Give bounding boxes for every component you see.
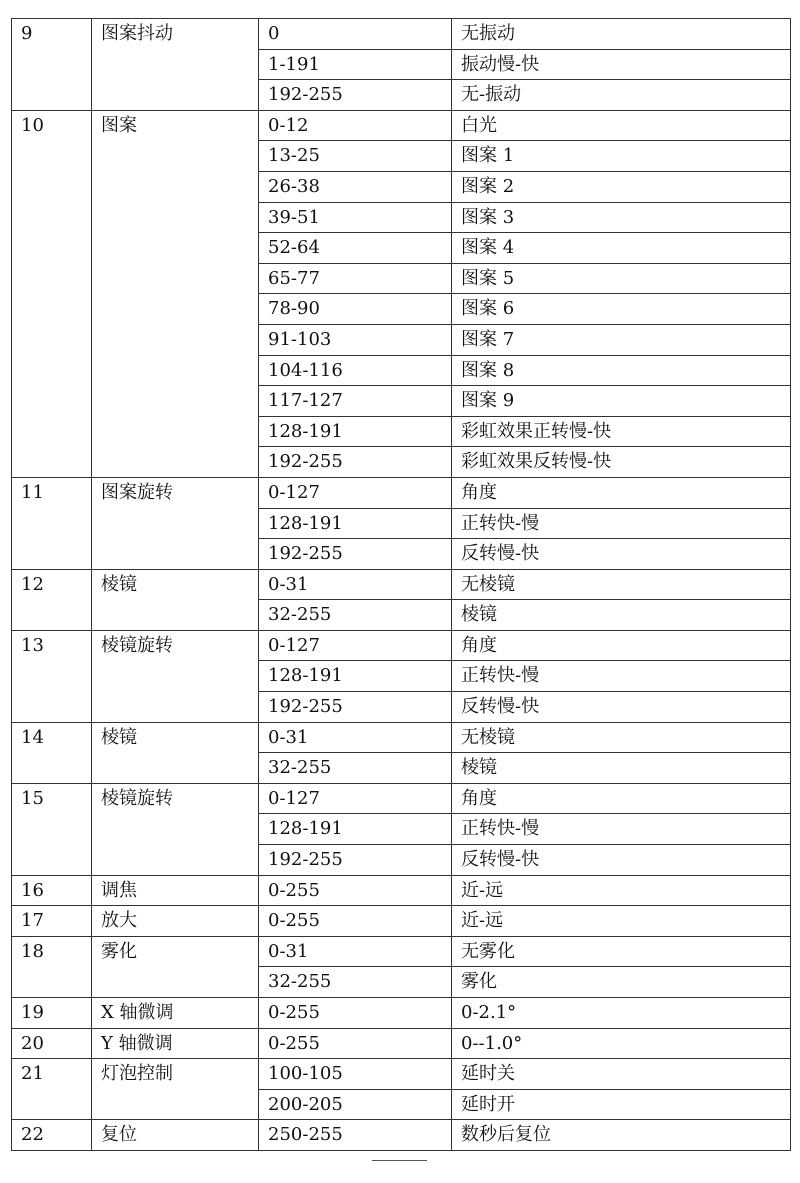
dmx-value-range-cell: 192-255 bbox=[259, 80, 452, 111]
dmx-table-body bbox=[12, 19, 791, 1151]
effect-description-cell: 白光 bbox=[452, 110, 791, 141]
effect-description-cell: 正转快-慢 bbox=[452, 508, 791, 539]
dmx-value-range-cell: 26-38 bbox=[259, 171, 452, 202]
dmx-value-range-cell: 32-255 bbox=[259, 967, 452, 998]
effect-description-cell: 无棱镜 bbox=[452, 569, 791, 600]
channel-number-cell: 17 bbox=[12, 906, 92, 937]
effect-description-cell: 无雾化 bbox=[452, 936, 791, 967]
channel-function-cell: 棱镜旋转 bbox=[92, 783, 259, 875]
dmx-value-range-cell: 0 bbox=[259, 19, 452, 50]
effect-description-cell: 图案 3 bbox=[452, 202, 791, 233]
dmx-value-range-cell: 65-77 bbox=[259, 263, 452, 294]
channel-function-cell: 棱镜旋转 bbox=[92, 630, 259, 722]
channel-number-cell: 19 bbox=[12, 998, 92, 1029]
effect-description-cell: 图案 5 bbox=[452, 263, 791, 294]
dmx-value-range-cell: 128-191 bbox=[259, 508, 452, 539]
effect-description-cell: 彩虹效果反转慢-快 bbox=[452, 447, 791, 478]
dmx-value-range-cell: 91-103 bbox=[259, 324, 452, 355]
channel-number-cell: 12 bbox=[12, 569, 92, 630]
effect-description-cell: 图案 9 bbox=[452, 386, 791, 417]
dmx-value-range-cell: 78-90 bbox=[259, 294, 452, 325]
table-row bbox=[12, 1028, 791, 1059]
dmx-value-range-cell: 117-127 bbox=[259, 386, 452, 417]
table-row bbox=[12, 630, 791, 661]
dmx-value-range-cell: 0-127 bbox=[259, 783, 452, 814]
dmx-value-range-cell: 52-64 bbox=[259, 233, 452, 264]
channel-number-cell: 14 bbox=[12, 722, 92, 783]
effect-description-cell: 延时关 bbox=[452, 1059, 791, 1090]
channel-function-cell: X 轴微调 bbox=[92, 998, 259, 1029]
channel-function-cell: 图案 bbox=[92, 110, 259, 477]
effect-description-cell: 棱镜 bbox=[452, 753, 791, 784]
table-row bbox=[12, 477, 791, 508]
channel-number-cell: 11 bbox=[12, 477, 92, 569]
table-row bbox=[12, 906, 791, 937]
table-row bbox=[12, 1059, 791, 1090]
effect-description-cell: 角度 bbox=[452, 783, 791, 814]
effect-description-cell: 反转慢-快 bbox=[452, 845, 791, 876]
channel-number-cell: 16 bbox=[12, 875, 92, 906]
dmx-value-range-cell: 0-255 bbox=[259, 1028, 452, 1059]
dmx-value-range-cell: 0-127 bbox=[259, 477, 452, 508]
dmx-value-range-cell: 128-191 bbox=[259, 814, 452, 845]
dmx-value-range-cell: 192-255 bbox=[259, 845, 452, 876]
table-row bbox=[12, 19, 791, 50]
channel-number-cell: 13 bbox=[12, 630, 92, 722]
table-row bbox=[12, 936, 791, 967]
channel-function-cell: 灯泡控制 bbox=[92, 1059, 259, 1120]
channel-number-cell: 20 bbox=[12, 1028, 92, 1059]
effect-description-cell: 近-远 bbox=[452, 906, 791, 937]
channel-function-cell: 调焦 bbox=[92, 875, 259, 906]
effect-description-cell: 0--1.0° bbox=[452, 1028, 791, 1059]
effect-description-cell: 反转慢-快 bbox=[452, 539, 791, 570]
effect-description-cell: 延时开 bbox=[452, 1089, 791, 1120]
effect-description-cell: 无-振动 bbox=[452, 80, 791, 111]
dmx-value-range-cell: 32-255 bbox=[259, 600, 452, 631]
dmx-value-range-cell: 200-205 bbox=[259, 1089, 452, 1120]
effect-description-cell: 无振动 bbox=[452, 19, 791, 50]
channel-number-cell: 10 bbox=[12, 110, 92, 477]
effect-description-cell: 正转快-慢 bbox=[452, 814, 791, 845]
channel-function-cell: 棱镜 bbox=[92, 569, 259, 630]
channel-function-cell: 棱镜 bbox=[92, 722, 259, 783]
channel-number-cell: 18 bbox=[12, 936, 92, 997]
table-row bbox=[12, 998, 791, 1029]
effect-description-cell: 彩虹效果正转慢-快 bbox=[452, 416, 791, 447]
dmx-value-range-cell: 128-191 bbox=[259, 416, 452, 447]
effect-description-cell: 数秒后复位 bbox=[452, 1120, 791, 1151]
dmx-value-range-cell: 100-105 bbox=[259, 1059, 452, 1090]
dmx-value-range-cell: 0-12 bbox=[259, 110, 452, 141]
dmx-value-range-cell: 250-255 bbox=[259, 1120, 452, 1151]
effect-description-cell: 图案 8 bbox=[452, 355, 791, 386]
page-footer-line bbox=[372, 1160, 427, 1161]
dmx-channel-table bbox=[11, 18, 791, 1151]
channel-function-cell: 复位 bbox=[92, 1120, 259, 1151]
table-row bbox=[12, 1120, 791, 1151]
dmx-value-range-cell: 128-191 bbox=[259, 661, 452, 692]
effect-description-cell: 角度 bbox=[452, 477, 791, 508]
dmx-value-range-cell: 0-127 bbox=[259, 630, 452, 661]
channel-function-cell: Y 轴微调 bbox=[92, 1028, 259, 1059]
dmx-value-range-cell: 0-31 bbox=[259, 722, 452, 753]
effect-description-cell: 图案 2 bbox=[452, 171, 791, 202]
dmx-value-range-cell: 104-116 bbox=[259, 355, 452, 386]
channel-number-cell: 15 bbox=[12, 783, 92, 875]
channel-number-cell: 22 bbox=[12, 1120, 92, 1151]
effect-description-cell: 图案 1 bbox=[452, 141, 791, 172]
effect-description-cell: 0-2.1° bbox=[452, 998, 791, 1029]
channel-function-cell: 图案旋转 bbox=[92, 477, 259, 569]
dmx-value-range-cell: 1-191 bbox=[259, 49, 452, 80]
dmx-value-range-cell: 192-255 bbox=[259, 447, 452, 478]
channel-number-cell: 9 bbox=[12, 19, 92, 111]
dmx-value-range-cell: 192-255 bbox=[259, 692, 452, 723]
effect-description-cell: 雾化 bbox=[452, 967, 791, 998]
table-row bbox=[12, 569, 791, 600]
table-row bbox=[12, 722, 791, 753]
dmx-value-range-cell: 0-31 bbox=[259, 569, 452, 600]
effect-description-cell: 振动慢-快 bbox=[452, 49, 791, 80]
dmx-value-range-cell: 32-255 bbox=[259, 753, 452, 784]
table-row bbox=[12, 875, 791, 906]
effect-description-cell: 近-远 bbox=[452, 875, 791, 906]
dmx-value-range-cell: 0-31 bbox=[259, 936, 452, 967]
effect-description-cell: 棱镜 bbox=[452, 600, 791, 631]
effect-description-cell: 图案 4 bbox=[452, 233, 791, 264]
effect-description-cell: 图案 7 bbox=[452, 324, 791, 355]
channel-function-cell: 雾化 bbox=[92, 936, 259, 997]
table-row bbox=[12, 783, 791, 814]
channel-number-cell: 21 bbox=[12, 1059, 92, 1120]
dmx-value-range-cell: 39-51 bbox=[259, 202, 452, 233]
dmx-value-range-cell: 192-255 bbox=[259, 539, 452, 570]
effect-description-cell: 图案 6 bbox=[452, 294, 791, 325]
channel-function-cell: 放大 bbox=[92, 906, 259, 937]
effect-description-cell: 反转慢-快 bbox=[452, 692, 791, 723]
dmx-value-range-cell: 0-255 bbox=[259, 875, 452, 906]
dmx-value-range-cell: 0-255 bbox=[259, 998, 452, 1029]
effect-description-cell: 无棱镜 bbox=[452, 722, 791, 753]
dmx-value-range-cell: 0-255 bbox=[259, 906, 452, 937]
effect-description-cell: 角度 bbox=[452, 630, 791, 661]
effect-description-cell: 正转快-慢 bbox=[452, 661, 791, 692]
channel-function-cell: 图案抖动 bbox=[92, 19, 259, 111]
table-row bbox=[12, 110, 791, 141]
dmx-value-range-cell: 13-25 bbox=[259, 141, 452, 172]
